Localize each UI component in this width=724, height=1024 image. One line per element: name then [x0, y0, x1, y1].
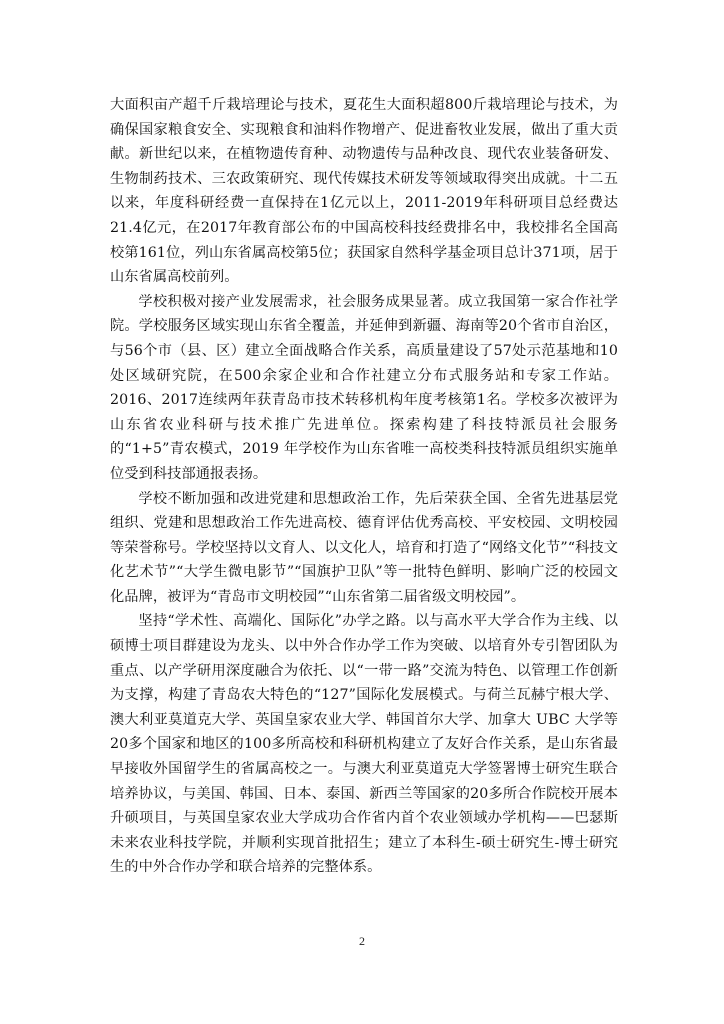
- paragraph-research-continued: 大面积亩产超千斤栽培理论与技术，夏花生大面积超800斤栽培理论与技术，为确保国家粮食安全、实现粮食和油料作物增产、促进畜牧业发展，做出了重大贡献。新世纪以来，在植物遗传育种、动物遗传与品种改良、现代农业装备研发、生物制药技术、三农政策研究、现代传媒技术研发等领域取得突出成就。十二五以来，年度科研经费一直保持在1亿元以上，2011-2019年科研项目总经费达21.4亿元，在2017年教育部公布的中国高校科技经费排名中，我校排名全国高校第161位，列山东省属高校第5位；获国家自然科学基金项目总计371项，居于山东省属高校前列。: [110, 97, 618, 286]
- paragraph-party-building-culture: 学校不断加强和改进党建和思想政治工作，先后荣获全国、全省先进基层党组织、党建和思想政治工作先进高校、德育评估优秀高校、平安校园、文明校园等荣誉称号。学校坚持以文育人、以文化人，培育和打造了“网络文化节”“科技文化艺术节”“大学生微电影节”“国旗护卫队”等一批特色鲜明、影响广泛的校园文化品牌，被评为“青岛市文明校园”“山东省第二届省级文明校园”。: [110, 490, 618, 605]
- page-number: 2: [359, 934, 365, 948]
- body-text: [110, 93, 618, 880]
- paragraph-internationalization: 坚持“学术性、高端化、国际化”办学之路。以与高水平大学合作为主线、以硕博士项目群建设为龙头、以中外合作办学工作为突破、以培育外专引智团队为重点、以产学研用深度融合为依托、以“一带一路”交流为特色、以管理工作创新为支撑，构建了青岛农大特色的“127”国际化发展模式。与荷兰瓦赫宁根大学、澳大利亚莫道克大学、英国皇家农业大学、韩国首尔大学、加拿大 UBC 大学等20多个国家和地区的100多所高校和科研机构建立了友好合作关系，是山东省最早接收外国留学生的省属高校之一。与澳大利亚莫道克大学签署博士研究生联合培养协议，与美国、韩国、日本、泰国、新西兰等国家的20多所合作院校开展本升硕项目，与英国皇家农业大学成功合作省内首个农业领域办学机构——巴瑟斯未来农业科技学院，并顺利实现首批招生；建立了本科生-硕士研究生-博士研究生的中外合作办学和联合培养的完整体系。: [110, 613, 618, 876]
- paragraph-social-service: 学校积极对接产业发展需求，社会服务成果显著。成立我国第一家合作社学院。学校服务区域实现山东省全覆盖，并延伸到新疆、海南等20个省市自治区，与56个市（县、区）建立全面战略合作关系，高质量建设了57处示范基地和10处区域研究院，在500余家企业和合作社建立分布式服务站和专家工作站。 2016、2017连续两年获青岛市技术转移机构年度考核第1名。学校多次被评为山东省农业科研与技术推广先进单位。探索构建了科技特派员社会服务的“1+5”青农模式，2019 年学校作为山东省唯一高校类科技特派员组织实施单位受到科技部通报表扬。: [110, 293, 618, 482]
